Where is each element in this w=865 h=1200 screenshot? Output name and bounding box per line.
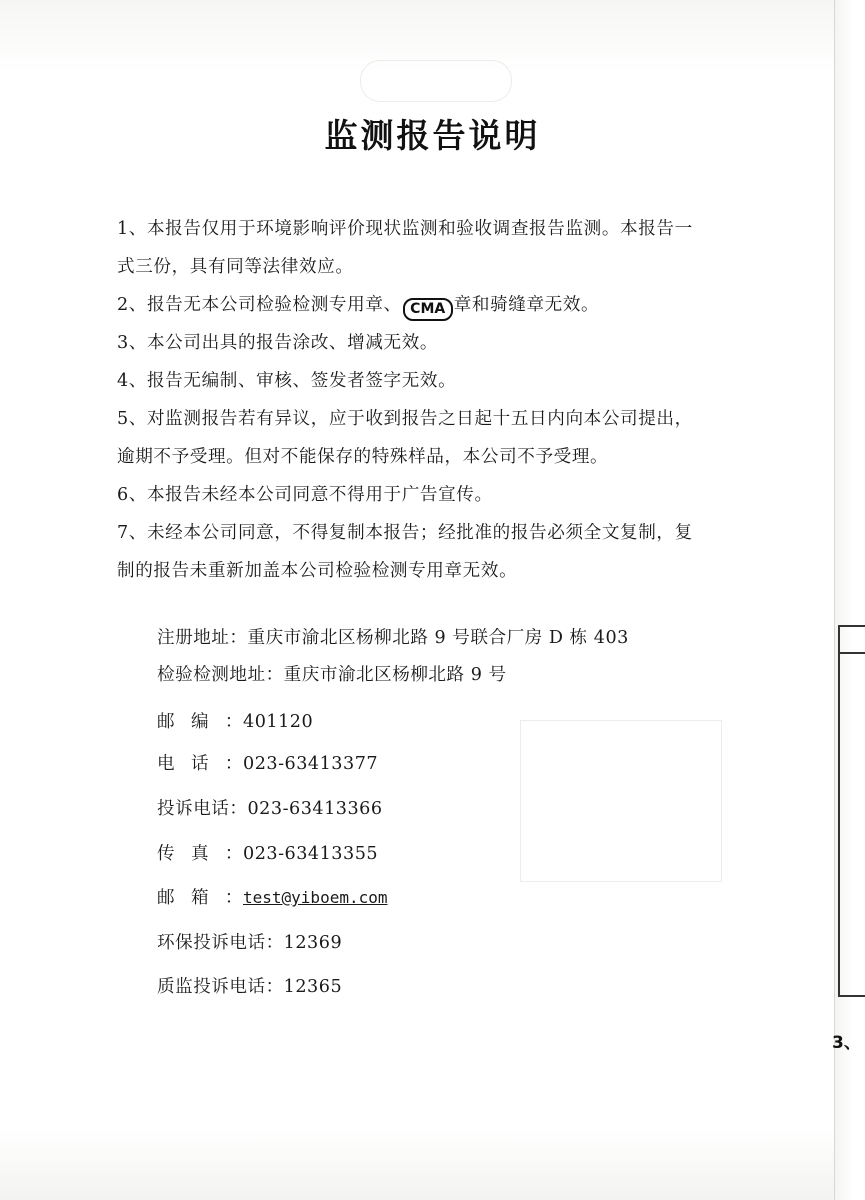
registered-address [157,624,629,649]
info-label-char: 邮 [157,888,191,908]
info-value: 401120 [243,712,314,732]
clause-5 [117,400,757,476]
testing-address [157,661,507,686]
info-value: 023-63413366 [247,799,383,819]
fax [157,840,378,865]
next-page-table-rule [840,652,865,654]
clause-2 [117,286,757,324]
clause-text: 3、本公司出具的报告涂改、增减无效。 [117,333,439,353]
clause-3 [117,324,757,362]
info-label [157,884,243,909]
clause-4 [117,362,757,400]
email [157,884,388,909]
page-title: 监测报告说明 [324,116,541,155]
cma-mark-icon: CMA [403,298,453,321]
clause-text: 2、报告无本公司检验检测专用章、 [117,295,402,315]
postcode [157,708,313,733]
info-label: 投诉电话： [157,799,248,819]
info-label-char: 邮 [157,712,191,732]
complaint-phone [157,795,383,820]
quality-complaint-phone [157,973,342,998]
info-label: 注册地址： [157,628,248,648]
info-label [157,750,243,775]
clause-text: 制的报告未重新加盖本公司检验检测专用章无效。 [117,561,518,581]
info-value: 重庆市渝北区杨柳北路 9 号联合厂房 D 栋 403 [247,628,629,648]
clause-text: 5、对监测报告若有异议，应于收到报告之日起十五日内向本公司提出， [117,409,693,429]
info-value: 重庆市渝北区杨柳北路 9 号 [283,665,507,685]
info-label-char: 话： [190,754,243,774]
info-value: 12365 [283,977,343,997]
env-complaint-phone [157,929,342,954]
email-link: test@yiboem.com [243,888,388,907]
info-label [157,708,243,733]
clause-text: 式三份，具有同等法律效应。 [117,257,354,277]
info-label: 环保投诉电话： [157,933,284,953]
info-label-char: 真： [190,844,243,864]
show-through-box [520,720,722,882]
info-label: 检验检测地址： [157,665,284,685]
info-label-char: 箱： [190,888,243,908]
clause-text: 逾期不予受理。但对不能保存的特殊样品，本公司不予受理。 [117,447,609,467]
info-value: 023-63413355 [243,844,379,864]
clause-text: 章和骑缝章无效。 [453,295,600,315]
next-page-number: 3、 [832,1033,861,1053]
clause-list [117,210,757,590]
clause-6 [117,476,757,514]
info-label-char: 电 [157,754,191,774]
clause-1 [117,210,757,286]
show-through-box [360,60,512,102]
phone [157,750,378,775]
clause-text: 4、报告无编制、审核、签发者签字无效。 [117,371,457,391]
info-label: 质监投诉电话： [157,977,284,997]
info-label-char: 传 [157,844,191,864]
clause-text: 6、本报告未经本公司同意不得用于广告宣传。 [117,485,493,505]
info-value: 023-63413377 [243,754,379,774]
info-label-char: 编： [190,712,243,732]
info-value: 12369 [283,933,343,953]
info-label [157,840,243,865]
clause-text: 7、未经本公司同意，不得复制本报告；经批准的报告必须全文复制，复 [117,523,693,543]
next-page-table-border [838,625,865,997]
next-page-edge [834,0,865,1200]
clause-7 [117,514,757,590]
clause-text: 1、本报告仅用于环境影响评价现状监测和验收调查报告监测。本报告一 [117,219,693,239]
